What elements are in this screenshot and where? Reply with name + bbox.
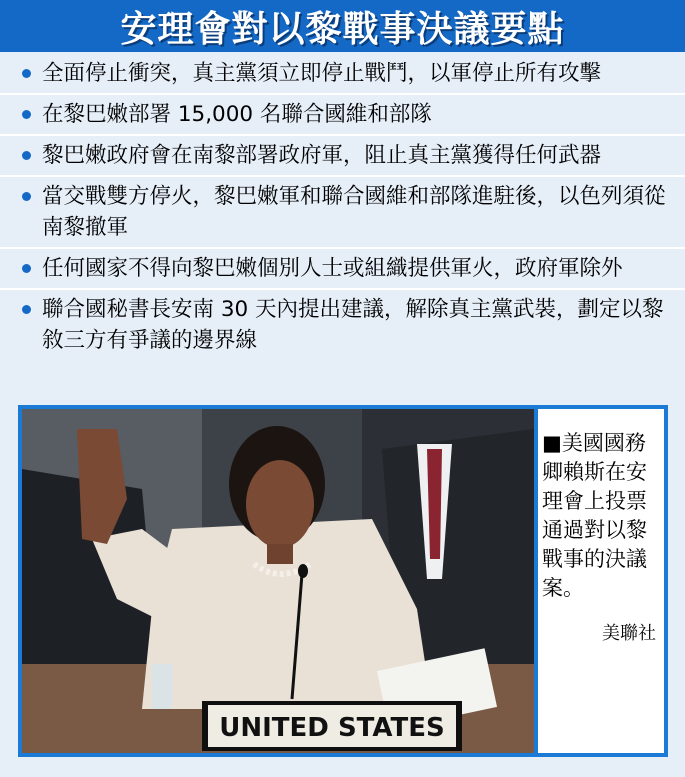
bullet-dot-icon bbox=[22, 264, 31, 273]
photo-illustration bbox=[22, 409, 534, 753]
list-item-text: 當交戰雙方停火，黎巴嫩軍和聯合國維和部隊進駐後，以色列須從南黎撤軍 bbox=[42, 184, 666, 240]
list-item bbox=[0, 249, 685, 290]
caption-box bbox=[538, 409, 664, 753]
list-item bbox=[0, 290, 685, 360]
list-item-text: 在黎巴嫩部署 15,000 名聯合國維和部隊 bbox=[42, 102, 432, 127]
list-item bbox=[0, 136, 685, 177]
photo-panel bbox=[18, 405, 668, 757]
list-item bbox=[0, 54, 685, 95]
bullet-dot-icon bbox=[22, 110, 31, 119]
placard-label: UNITED STATES bbox=[219, 713, 445, 743]
list-item bbox=[0, 95, 685, 136]
page-title: 安理會對以黎戰事決議要點 bbox=[120, 8, 565, 50]
list-item bbox=[0, 177, 685, 249]
bullet-dot-icon bbox=[22, 69, 31, 78]
news-photo bbox=[22, 409, 534, 753]
bullet-dot-icon bbox=[22, 151, 31, 160]
list-item-text: 聯合國秘書長安南 30 天內提出建議，解除真主黨武裝，劃定以黎敘三方有爭議的邊界線 bbox=[42, 297, 664, 353]
photo-caption: ■美國國務卿賴斯在安理會上投票通過對以黎戰事的決議案。 bbox=[542, 431, 647, 600]
title-bar bbox=[0, 0, 685, 52]
photo-credit: 美聯社 bbox=[602, 623, 656, 644]
bullet-dot-icon bbox=[22, 192, 31, 201]
list-item-text: 黎巴嫩政府會在南黎部署政府軍，阻止真主黨獲得任何武器 bbox=[42, 143, 602, 168]
resolution-points-list bbox=[0, 54, 685, 360]
bullet-dot-icon bbox=[22, 305, 31, 314]
list-item-text: 任何國家不得向黎巴嫩個別人士或組織提供軍火，政府軍除外 bbox=[42, 256, 623, 281]
list-item-text: 全面停止衝突，真主黨須立即停止戰鬥，以軍停止所有攻擊 bbox=[42, 61, 602, 86]
